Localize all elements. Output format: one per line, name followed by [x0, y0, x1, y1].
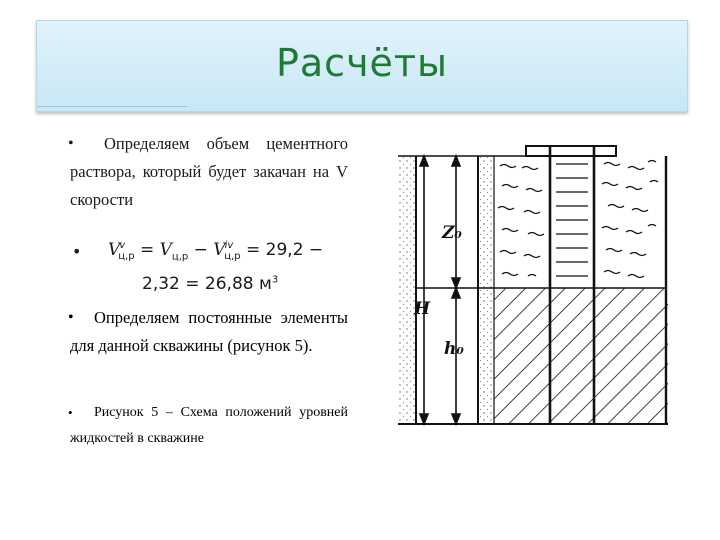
title-bar — [36, 20, 688, 112]
well-diagram — [398, 138, 670, 430]
bullet-2 — [70, 304, 348, 360]
well-body — [398, 146, 668, 424]
bullet-3 — [70, 400, 348, 452]
ground-strip — [398, 156, 416, 424]
formula-line-2: 2,32 = 26,88 $м^3$ — [142, 274, 279, 294]
slide-title: Расчёты — [275, 41, 449, 85]
bullet-1 — [70, 130, 348, 214]
bullet-marker: • — [68, 309, 74, 326]
bullet-1-text: Определяем объем цементного раствора, который будет закачан на V скорости — [70, 134, 348, 209]
label-z0: Z₀ — [442, 223, 462, 243]
bullet-marker: • — [72, 242, 82, 261]
figure-caption: Рисунок 5 – Схема положений уровней жидкостей в скважине — [70, 405, 348, 446]
title-underline — [37, 106, 187, 107]
formula-line-1: $V^v_{ц,р} = V_{ц,р} - V^{iv}_{ц,р} = 29,2$ − — [108, 240, 324, 263]
bullet-marker: • — [68, 405, 73, 420]
bullet-2-text: Определяем постоянные элементы для данной скважины (рисунок 5). — [70, 308, 348, 355]
label-H: H — [414, 299, 431, 319]
bullet-marker: • — [68, 135, 74, 152]
label-h0: h₀ — [444, 339, 464, 359]
